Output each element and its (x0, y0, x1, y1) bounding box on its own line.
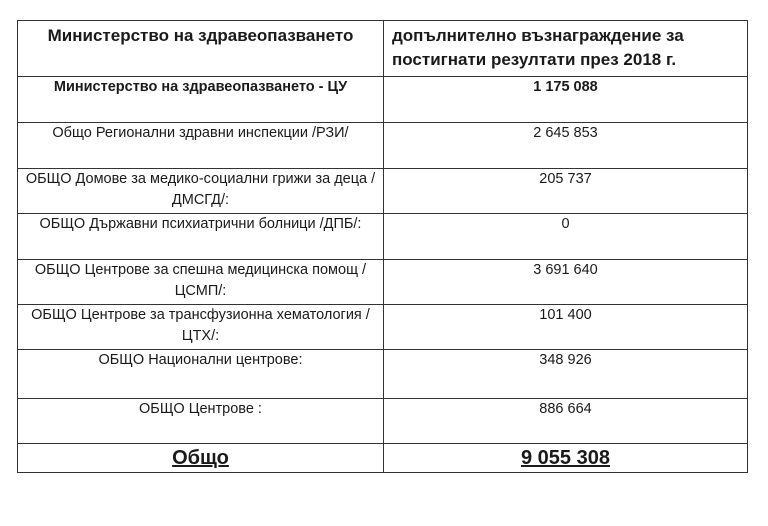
row-label: Министерство на здравеопазването - ЦУ (18, 77, 384, 123)
table-header-row (18, 21, 748, 77)
row-value: 348 926 (384, 350, 748, 399)
row-label: ОБЩО Центрове за трансфузионна хематология /ЦТХ/: (18, 305, 384, 350)
row-label: ОБЩО Центрове : (18, 399, 384, 444)
table-row (18, 169, 748, 214)
row-label: ОБЩО Домове за медико-социални грижи за деца /ДМСГД/: (18, 169, 384, 214)
table-row (18, 123, 748, 169)
header-ministry: Министерство на здравеопазването (18, 21, 384, 77)
table-row (18, 399, 748, 444)
funding-table (17, 20, 748, 473)
table-row (18, 77, 748, 123)
header-bonus: допълнително възнаграждение за постигнати резултати през 2018 г. (384, 21, 748, 77)
total-value: 9 055 308 (384, 444, 748, 473)
row-value: 1 175 088 (384, 77, 748, 123)
row-value: 3 691 640 (384, 260, 748, 305)
row-label: ОБЩО Държавни психиатрични болници /ДПБ/: (18, 214, 384, 260)
table-row (18, 214, 748, 260)
row-value: 886 664 (384, 399, 748, 444)
row-value: 205 737 (384, 169, 748, 214)
row-label: ОБЩО Центрове за спешна медицинска помощ /ЦСМП/: (18, 260, 384, 305)
row-label: Общо Регионални здравни инспекции /РЗИ/ (18, 123, 384, 169)
table-row (18, 260, 748, 305)
row-value: 101 400 (384, 305, 748, 350)
table-row (18, 350, 748, 399)
row-value: 2 645 853 (384, 123, 748, 169)
row-value: 0 (384, 214, 748, 260)
total-row (18, 444, 748, 473)
row-label: ОБЩО Национални центрове: (18, 350, 384, 399)
total-label: Общо (18, 444, 384, 473)
table-row (18, 305, 748, 350)
